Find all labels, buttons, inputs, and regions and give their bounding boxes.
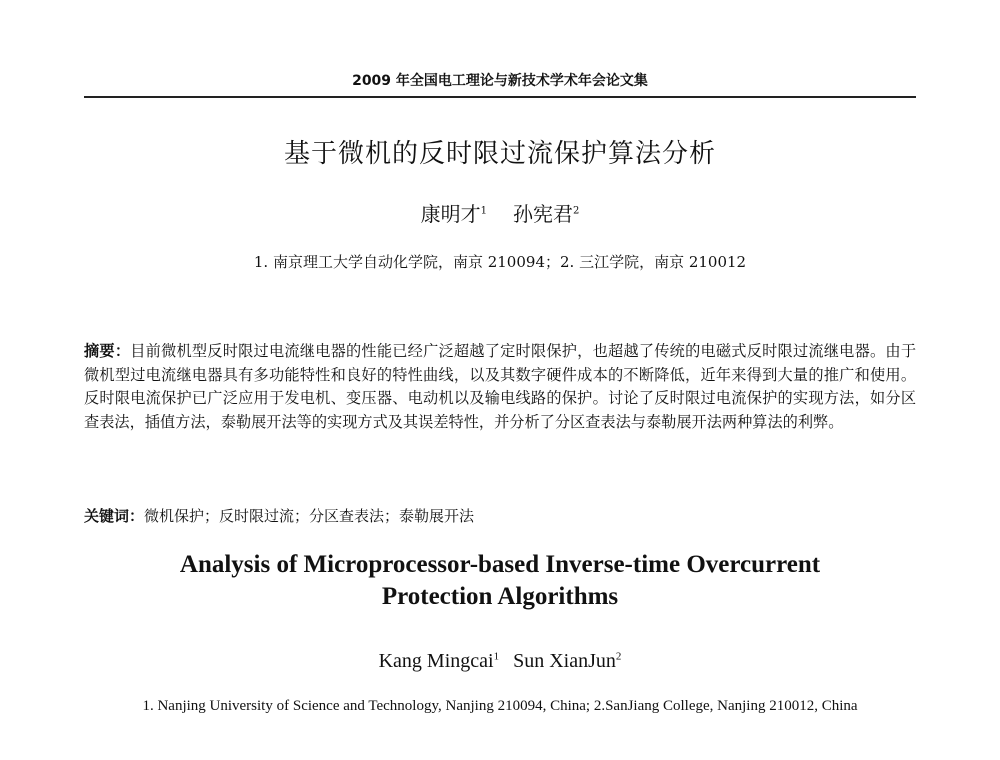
author-name: Sun XianJun: [513, 650, 616, 672]
keywords-label: 关键词：: [84, 507, 145, 525]
chinese-title: 基于微机的反时限过流保护算法分析: [283, 139, 716, 169]
abstract-label: 摘要：: [84, 342, 131, 360]
chinese-keywords: [84, 505, 916, 526]
keywords-text: 微机保护；反时限过流；分区查表法；泰勒展开法: [144, 507, 475, 525]
chinese-authors: [0, 198, 1000, 227]
author-name: 康明才: [420, 202, 481, 226]
english-title-line: Analysis of Microprocessor-based Inverse-time Overcurrent: [179, 551, 821, 578]
author-affiliation-mark: 2: [615, 650, 622, 663]
running-header: 2009 年全国电工理论与新技术学术年会论文集: [352, 73, 648, 89]
english-authors: [0, 650, 1000, 673]
english-title-line: Protection Algorithms: [381, 583, 619, 610]
author-name: 孙宪君: [513, 202, 573, 226]
english-title: [0, 549, 1000, 613]
author-affiliation-mark: 1: [493, 650, 500, 663]
author-affiliation-mark: 2: [573, 205, 580, 217]
chinese-affiliations: 1. 南京理工大学自动化学院，南京 210094；2. 三江学院，南京 210012: [253, 253, 747, 271]
author-name: Kang Mingcai: [378, 650, 494, 672]
abstract-text: 目前微机型反时限过电流继电器的性能已经广泛超越了定时限保护，也超越了传统的电磁式反时限过流继电器。由于微机型过电流继电器具有多功能特性和良好的特性曲线，以及其数字硬件成本的不断降低，近年来得到大量的推广和使用。反时限电流保护已广泛应用于发电机、变压器、电动机以及输电线路的保护。讨论了反时限过电流保护的实现方法，如分区查表法，插值方法，泰勒展开法等的实现方式及其误差特性，并分析了分区查表法与泰勒展开法两种算法的利弊。: [84, 342, 917, 431]
chinese-abstract: [84, 340, 916, 434]
author-affiliation-mark: 1: [480, 205, 487, 217]
header-rule: [84, 96, 916, 98]
english-affiliations: 1. Nanjing University of Science and Technology, Nanjing 210094, China; 2.SanJiang College, Nanjing 210012, China: [142, 698, 858, 714]
